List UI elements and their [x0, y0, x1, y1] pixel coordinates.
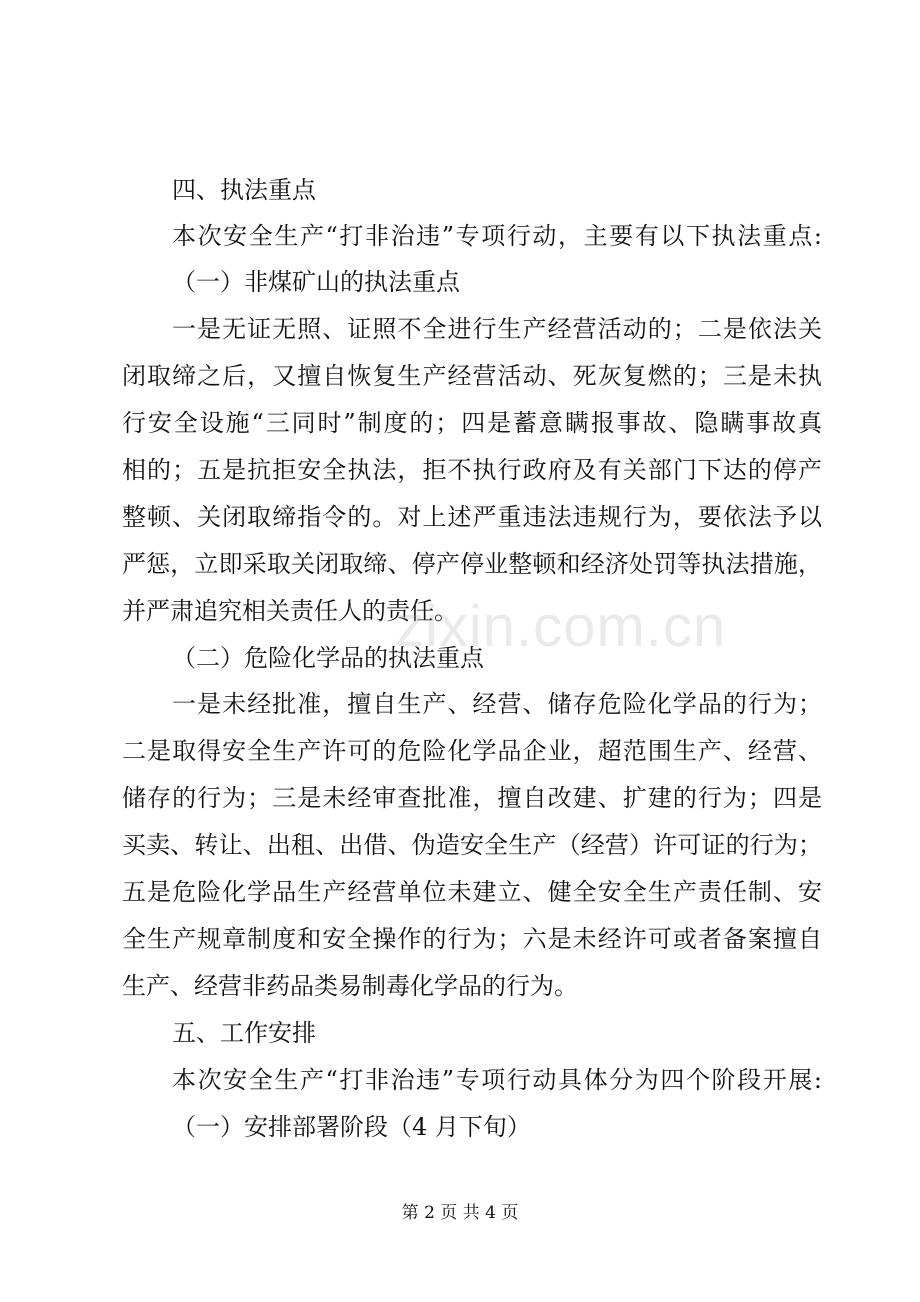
paragraph-line: 买卖、转让、出租、出借、伪造安全生产（经营）许可证的行为；	[122, 831, 822, 859]
paragraph-line: 储存的行为；三是未经审查批准，擅自改建、扩建的行为；四是	[122, 784, 822, 812]
subsection-heading-1: （一）安排部署阶段（4 月下旬）	[172, 1113, 531, 1141]
paragraph-line: 一是未经批准，擅自生产、经营、储存危险化学品的行为；	[172, 690, 822, 718]
subsection-heading-2: （二）危险化学品的执法重点	[172, 644, 484, 672]
paragraph-line: 一是无证无照、证照不全进行生产经营活动的；二是依法关	[172, 315, 822, 343]
section-heading-5: 五、工作安排	[172, 1019, 316, 1047]
page-footer: 第 2 页 共 4 页	[401, 1203, 519, 1223]
paragraph-line: 二是取得安全生产许可的危险化学品企业，超范围生产、经营、	[122, 737, 822, 765]
paragraph-line: 相的；五是抗拒安全执法，拒不执行政府及有关部门下达的停产	[122, 456, 822, 484]
paragraph-line: 行安全设施“三同时”制度的；四是蓄意瞒报事故、隐瞒事故真	[122, 409, 822, 437]
paragraph-line: 五是危险化学品生产经营单位未建立、健全安全生产责任制、安	[122, 878, 822, 906]
paragraph-line: 全生产规章制度和安全操作的行为；六是未经许可或者备案擅自	[122, 925, 822, 953]
paragraph-line: 本次安全生产“打非治违”专项行动，主要有以下执法重点:	[172, 222, 822, 250]
paragraph-line: 并严肃追究相关责任人的责任。	[122, 597, 458, 625]
paragraph-line: 闭取缔之后，又擅自恢复生产经营活动、死灰复燃的；三是未执	[122, 362, 822, 390]
section-heading-4: 四、执法重点	[172, 176, 316, 204]
paragraph-line: 本次安全生产“打非治违”专项行动具体分为四个阶段开展:	[172, 1066, 822, 1094]
subsection-heading-1: （一）非煤矿山的执法重点	[172, 268, 460, 296]
paragraph-line: 生产、经营非药品类易制毒化学品的行为。	[122, 972, 578, 1000]
watermark: zixin.com.cn	[395, 594, 727, 659]
paragraph-line: 整顿、关闭取缔指令的。对上述严重违法违规行为，要依法予以	[122, 503, 822, 531]
paragraph-line: 严惩，立即采取关闭取缔、停产停业整顿和经济处罚等执法措施，	[122, 550, 822, 578]
